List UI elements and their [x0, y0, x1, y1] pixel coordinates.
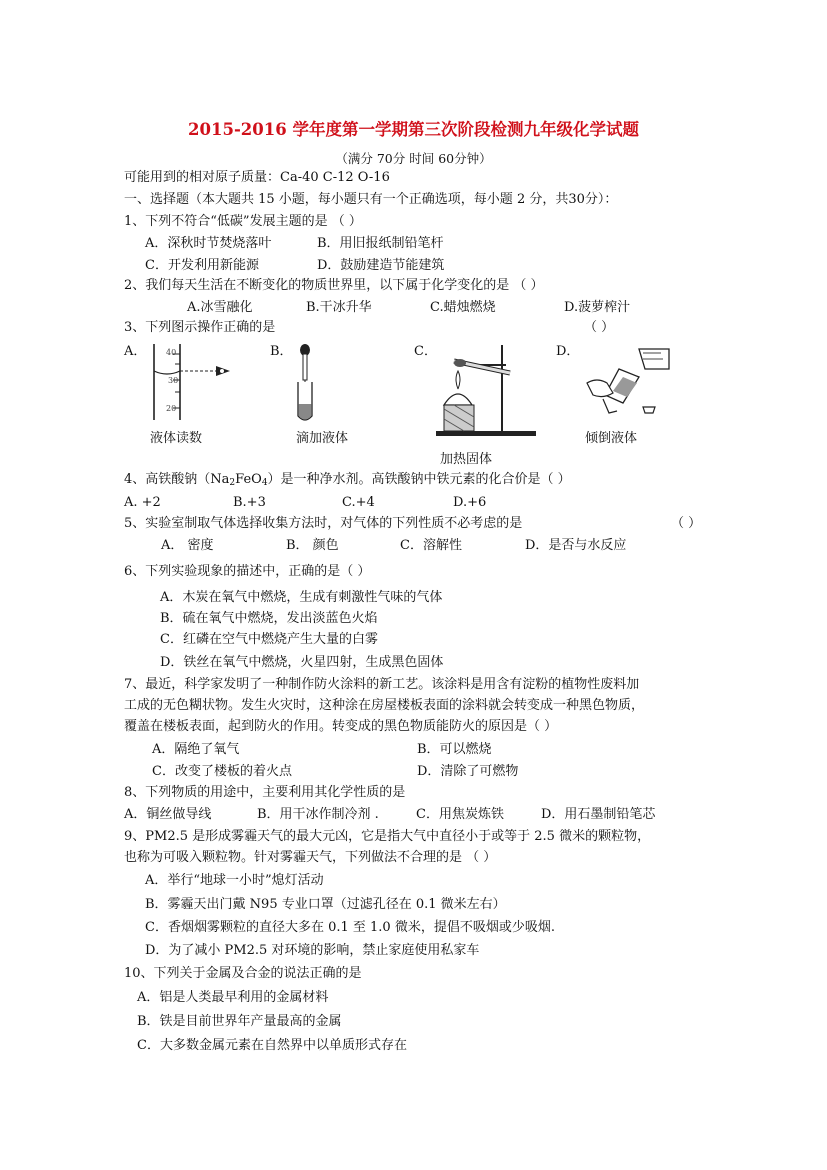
q8-option-d: D．用石墨制铅笔芯	[541, 807, 656, 822]
q5-option-c: C．溶解性	[400, 538, 462, 553]
q8-stem: 8、下列物质的用途中，主要利用其化学性质的是	[124, 785, 406, 800]
q1-stem: 1、下列不符合“低碳”发展主题的是 （ ）	[124, 214, 362, 229]
q3-label-b: B．	[270, 344, 293, 359]
q7-option-c: C．改变了楼板的着火点	[152, 764, 292, 779]
q4-stem	[124, 471, 571, 492]
q1-option-a: A．深秋时节焚烧落叶	[145, 236, 272, 251]
q1-option-d: D．鼓励建造节能建筑	[317, 258, 445, 273]
q3-label-a: A．	[124, 344, 147, 359]
tick-30: 30	[168, 376, 179, 385]
q9-option-a: A．举行“地球一小时”熄灯活动	[145, 873, 324, 888]
caption-heating-solid: 加热固体	[440, 452, 493, 467]
q5-option-b: B． 颜色	[286, 538, 339, 553]
q4-sub-2: 2	[229, 478, 236, 488]
q4-stem-mid: FeO	[235, 472, 262, 487]
q1-option-b: B．用旧报纸制铅笔杆	[317, 236, 444, 251]
q6-option-a: A．木炭在氧气中燃烧，生成有刺激性气味的气体	[160, 590, 443, 605]
q6-option-d: D．铁丝在氧气中燃烧，火星四射，生成黑色固体	[160, 655, 444, 670]
q10-option-b: B．铁是目前世界年产量最高的金属	[137, 1014, 342, 1029]
q5-stem: 5、实验室制取气体选择收集方法时，对气体的下列性质不必考虑的是	[124, 516, 523, 531]
q7-option-a: A．隔绝了氧气	[152, 742, 240, 757]
q4-option-b: B.+3	[233, 495, 266, 510]
q7-line-1: 7、最近，科学家发明了一种制作防火涂料的新工艺。该涂料是用含有淀粉的植物性废料加	[124, 677, 640, 692]
q3-label-c: C．	[414, 344, 437, 359]
q4-option-d: D.+6	[453, 495, 487, 510]
q10-option-c: C．大多数金属元素在自然界中以单质形式存在	[137, 1038, 407, 1053]
q7-option-d: D．清除了可燃物	[417, 764, 519, 779]
caption-liquid-reading: 液体读数	[150, 431, 203, 446]
q4-option-a: A. +2	[124, 495, 161, 510]
figure-adding-liquid	[290, 344, 320, 424]
q8-option-c: C．用焦炭炼铁	[416, 807, 504, 822]
q3-paren: （ ）	[584, 320, 615, 335]
tick-40: 40	[166, 348, 177, 357]
tick-20: 20	[166, 404, 177, 413]
q6-stem: 6、下列实验现象的描述中，正确的是（ ）	[124, 564, 371, 579]
atomic-mass-line: 可能用到的相对原子质量：Ca-40 C-12 O-16	[124, 170, 390, 185]
q5-option-d: D．是否与水反应	[525, 538, 627, 553]
q6-option-c: C．红磷在空气中燃烧产生大量的白雾	[160, 632, 378, 647]
q10-stem: 10、下列关于金属及合金的说法正确的是	[124, 966, 362, 981]
q7-option-b: B．可以燃烧	[417, 742, 492, 757]
q5-option-a: A． 密度	[161, 538, 214, 553]
q1-option-c: C．开发利用新能源	[145, 258, 259, 273]
q4-stem-pre: 4、高铁酸钠（Na	[124, 472, 230, 487]
q9-line-1: 9、PM2.5 是形成雾霾天气的最大元凶，它是指大气中直径小于或等于 2.5 微米的颗粒物，	[124, 829, 651, 844]
q9-line-2: 也称为可吸入颗粒物。针对雾霾天气，下列做法不合理的是 （ ）	[124, 850, 497, 865]
q7-line-2: 工成的无色糊状物。发生火灾时，这种涂在房屋楼板表面的涂料就会转变成一种黑色物质，	[124, 698, 645, 713]
q4-stem-post: ）是一种净水剂。高铁酸钠中铁元素的化合价是（ ）	[267, 472, 571, 487]
q5-paren: （ ）	[671, 516, 702, 531]
q2-option-c: C.蜡烛燃烧	[430, 300, 496, 315]
q6-option-b: B．硫在氧气中燃烧，发出淡蓝色火焰	[160, 611, 378, 626]
q4-option-c: C.+4	[342, 495, 375, 510]
q3-label-d: D．	[556, 344, 580, 359]
q2-option-b: B.干冰升华	[306, 300, 372, 315]
figure-heating-solid	[430, 345, 540, 437]
section-1-header: 一、选择题（本大题共 15 小题，每小题只有一个正确选项，每小题 2 分，共30分）：	[124, 192, 618, 207]
q2-option-a: A.冰雪融化	[187, 300, 253, 315]
q4-sub-4: 4	[261, 478, 268, 488]
q10-option-a: A．铝是人类最早利用的金属材料	[137, 990, 329, 1005]
exam-subtitle: （满分 70分 时间 60分钟）	[335, 151, 492, 166]
q9-option-b: B．雾霾天出门戴 N95 专业口罩（过滤孔径在 0.1 微米左右）	[145, 897, 506, 912]
q8-option-b: B．用干冰作制冷剂 .	[257, 807, 379, 822]
q2-stem: 2、我们每天生活在不断变化的物质世界里，以下属于化学变化的是 （ ）	[124, 278, 544, 293]
q9-option-c: C．香烟烟雾颗粒的直径大多在 0.1 至 1.0 微米，提倡不吸烟或少吸烟.	[145, 920, 555, 935]
exam-title: 2015-2016 学年度第一学期第三次阶段检测九年级化学试题	[188, 120, 639, 139]
q2-option-d: D.菠萝榨汁	[564, 300, 631, 315]
caption-pouring-liquid: 倾倒液体	[585, 431, 638, 446]
q7-line-3: 覆盖在楼板表面，起到防火的作用。转变成的黑色物质能防火的原因是（ ）	[124, 719, 558, 734]
q8-option-a: A．铜丝做导线	[124, 807, 212, 822]
figure-pouring-liquid	[583, 347, 679, 417]
caption-adding-liquid: 滴加液体	[296, 431, 349, 446]
figure-liquid-reading	[146, 344, 236, 424]
q3-stem: 3、下列图示操作正确的是	[124, 320, 276, 335]
q9-option-d: D．为了减小 PM2.5 对环境的影响，禁止家庭使用私家车	[145, 943, 480, 958]
